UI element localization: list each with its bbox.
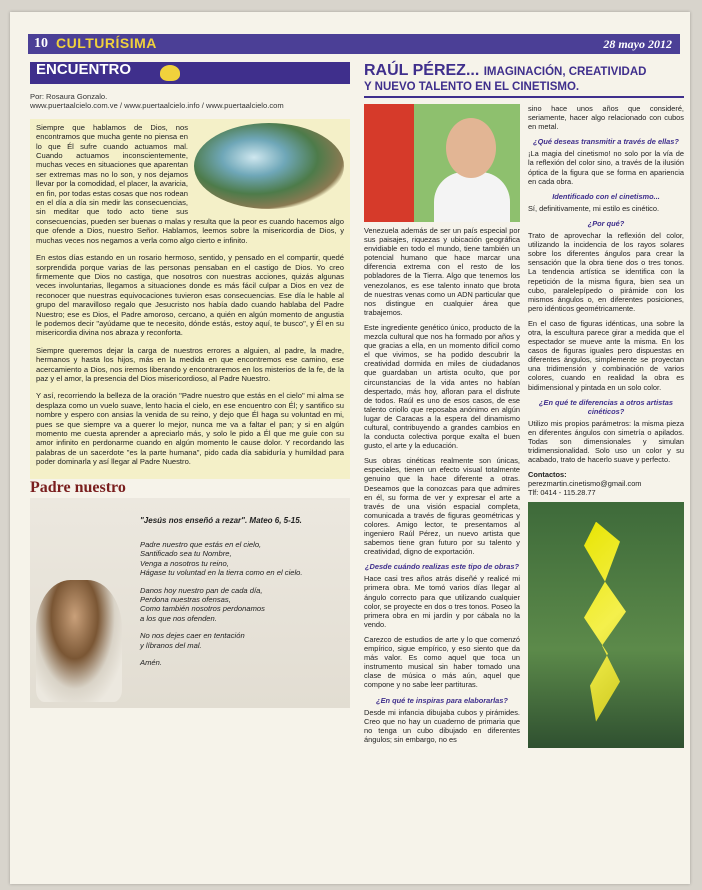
question: ¿Por qué? [587,218,625,228]
paragraph: Sus obras cinéticas realmente son únicas, especiales, tienen un efecto visual totalmente genuino que la hace diferente a otras. Deseamos que la conozcas para que admires en él, su forma de ver y expresar el arte a través de una visión espacial completa, comunicada a través de figuras geométricas y colores. Amigo lector, te presentamos al ingeniero Raúl Pérez, un nuevo artista que sabemos tiene gran futuro por su talento y creatividad, digno de exportación. [364,456,520,557]
waterfall-image [194,123,344,209]
headline: RAÚL PÉREZ... IMAGINACIÓN, CREATIVIDAD [364,62,647,79]
headline-subtitle: Y NUEVO TALENTO EN EL CINETISMO. [364,81,580,93]
paragraph: Venezuela además de ser un país especial por sus paisajes, riquezas y ubicación geográfica envidiable en todo el mundo, tiene también un potencial humano que hace marcar una diferencia extrema con el resto de los pobladores de la Tierra. Algo que tenemos los venezolanos, es ese talento innato que brota de nuestras venas como un ADN particular que nos distingue en cualquier área que trabajemos. [364,226,520,317]
section-logo: CULTURÍSIMA [56,35,157,51]
paragraph: Y así, recorriendo la belleza de la oración "Padre nuestro que estás en el cielo" mi alma se desplaza como un vuelo suave, lento hacia el cielo, en ese encuentro con Él; y santifico su nombre y espero con ansias la venida de su reino, y dejo que Él haga su voluntad en mi, pues se que siempre va a querer lo mejor, nunca me va a faltar el pan; y si en algún momento me cuesta aprender a apreciarlo más, y solo le pido a Él que me guíe con su amor infinito en perdonarme cuando en algún momento le cause dolor. Y recordando las palabras de un sacerdote "es la parte humana", pido cada día sabiduría y humildad para poder dominarla y así llegar al Padre Nuestro. [36,391,344,467]
page-number: 10 [34,36,48,51]
encuentro-column [30,62,350,708]
contact-phone: Tlf: 0414 - 115.28.77 [528,488,596,498]
answer: Sí, definitivamente, mi estilo es cinético. [528,203,660,213]
answer: Desde mi infancia dibujaba cubos y pirámides. Creo que no hay un cuaderno de primaria que no tenga un cubo dibujado en diferentes ángulos; sin embargo, no es [364,707,520,744]
page-header [28,34,680,54]
answer: ¡La magia del cinetismo! no solo por la vía de la reflexión del color sino, a través de la ilusión óptica de la figura que se forma en apariencia en cada obra. [528,149,684,186]
paragraph: Siempre queremos dejar la carga de nuestros errores a alguien, al padre, la madre, hermanos y hasta los hijos, más en la medida en que encontremos ese camino, ese acercamiento a Dios, nos iremos liberando y encontraremos en los misterios de la fe, de la paz y el amor, la presencia del Dios misericordioso, al Padre Nuestro. [36,345,344,383]
interview-col-a [364,104,520,750]
question: ¿En qué te inspiras para elaborarlas? [376,695,508,705]
contacts: Contactos: perezmartin.cinetismo@gmail.com Tlf: 0414 - 115.28.77 [528,470,684,497]
prayer-quote: "Jesús nos enseñó a rezar". Mateo 6, 5-15. [140,516,302,526]
interview-col-b [528,104,684,748]
websites: www.puertaalcielo.com.ve / www.puertaalcielo.info / www.puertaalcielo.com [30,101,284,111]
newspaper-page [10,12,690,884]
answer: Carezco de estudios de arte y lo que comenzó empírico, sigue empírico, y eso siento que da más valor. Es como aquel que toca un instrumento musical sin haber tomado una clase de música o más aún, aquel que compone y no sabe leer partituras. [364,634,520,690]
byline: Por: Rosaura Gonzalo. www.puertaalcielo.com.ve / www.puertaalcielo.info / www.puertaalcielo.com [30,92,350,111]
contact-email[interactable]: perezmartin.cinetismo@gmail.com [528,479,642,489]
issue-date: 28 mayo 2012 [603,37,672,51]
sculpture-photo [528,502,684,748]
prayer-title: Padre nuestro [30,478,126,496]
paragraph: En estos días estando en un rosario hermoso, sentido, y pensado en el compartir, quedé sorprendida porque varias de las personas pensaban en el castigo de Dios. Yo creo firmemente que Dios no castiga, que nosotros con nuestras acciones, quizás algunas veces involuntarias, llegamos a situaciones donde es más fácil culpar a Dios en vez de reconocer que nuestras equivocaciones tuvieron esas consecuencias. Ese día le hable al grupo del maravilloso regalo que Jesucristo nos había dado cuando hablaba del Padre Nuestro; ese es Dios, el Padre amoroso, cercano, a quién en algún momento de angustia le podemos decir "ayúdame que te necesito, dónde estás, estoy aquí, te busco", y Él en su misericordia divina nos abraza y reconforta. [36,253,344,338]
divider [364,96,684,98]
section-title: ENCUENTRO [36,61,132,78]
interview-column [364,62,684,744]
paragraph: sino hace unos años que consideré, seriamente, hacer algo relacionado con cubos en metal. [528,104,684,132]
answer: En el caso de figuras idénticas, una sobre la otra, la escultura parece girar a medida que el espectador se mueve ante la misma. En los casos de figuras iguales pero dispuestas en diferentes ángulos, simplemente se proyectan una tridimensión y combinación de varios colores, cuando en realidad la obra es bidimensional y pintada en un solo color. [528,318,684,392]
question: ¿Desde cuándo realizas este tipo de obras? [364,562,520,572]
artist-photo [364,104,520,222]
question: ¿Qué deseas transmitir a través de ellas? [533,137,679,147]
jesus-image [36,580,122,702]
answer: Trato de aprovechar la reflexión del color, utilizando la incidencia de los rayos solares sobre los diferentes ángulos para crear la sensación que la obra tiene dos o tres tonos. La tendencia artística se identifica con la repetición de la misma figura, bien sea un cubo, paralelepípedo o pirámide con los mismos ángulos o, en diferentes posiciones, pero idénticos geométricamente. [528,231,684,313]
yellow-sculpture [578,522,638,722]
question: Identificado con el cinetismo... [552,191,660,201]
paragraph: Siempre que hablamos de Dios, nos encontramos que mucha gente no piensa en lo que Él sufre cuando actuamos mal. Cuando actuamos inconscientemente, muchas veces en situaciones que aparentan ser extremas mas no lo son, y nos dejamos llevar por la comodidad, el placer, la avaricia, en fin, por todas estas cosas que nos rodean en el día a día sin medir las consecuencias, sin meditar que todo acto tiene sus consecuencias, pueden ser buenas o malas y resulta que la peor es cuando hacemos algo que ofende a Dios, nuestro Señor. Hablamos, leemos sobre la misericordia de Dios, y muchas veces nos negamos a verla como algo cierto e infinito. [36,122,344,245]
prayer-box [30,498,350,708]
article-body [30,119,350,479]
answer: Hace casi tres años atrás diseñé y realicé mi primera obra. Me tomó varios días llegar al ángulo correcto para que utilizando cualquier color, se proyecte en dos o tres tonos. Poseo la primera obra en mi jardín y por cábala no la vendo. [364,574,520,629]
prayer-lines: Padre nuestro que estás en el cielo, Santificado sea tu Nombre, Venga a nosotros tu reino, Hágase tu voluntad en la tierra como en el cielo. Danos hoy nuestro pan de cada día, Perdona nuestras ofensas, Como también nosotros perdonamos a los que nos ofenden. No nos dejes caer en tentación y líbranos del mal. Amén. [140,540,303,668]
question: ¿En qué te diferencias a otros artistas cinéticos? [539,397,673,416]
section-bar [30,62,350,84]
answer: Utilizo mis propios parámetros: la misma pieza en diferentes ángulos con simetría o apilados. Todas son dimensionales y simulan tridimensionalidad. Solo uso un color y su acabado, trato de hacerlo suave y perfecto. [528,418,684,465]
butterfly-icon [160,65,180,81]
paragraph: Este ingrediente genético único, producto de la mezcla cultural que nos ha formado por años y que gracias a ella, en un momento difícil como el que vivimos, se ha podido descubrir la creatividad dormida en miles de ciudadanos que guardaban un artista oculto, que por circunstancias de la vida antes no habían despertado, más hoy, afloran para el disfrute de todos. Raúl es uno de esos casos, de ese talento criollo que reposaba anónimo en algún lugar de Caracas a la espera del dinamismo cultural, contribuyendo a grandes cambios en la conducta colectiva porque exalta el buen gusto, el arte y la educación. [364,322,520,451]
